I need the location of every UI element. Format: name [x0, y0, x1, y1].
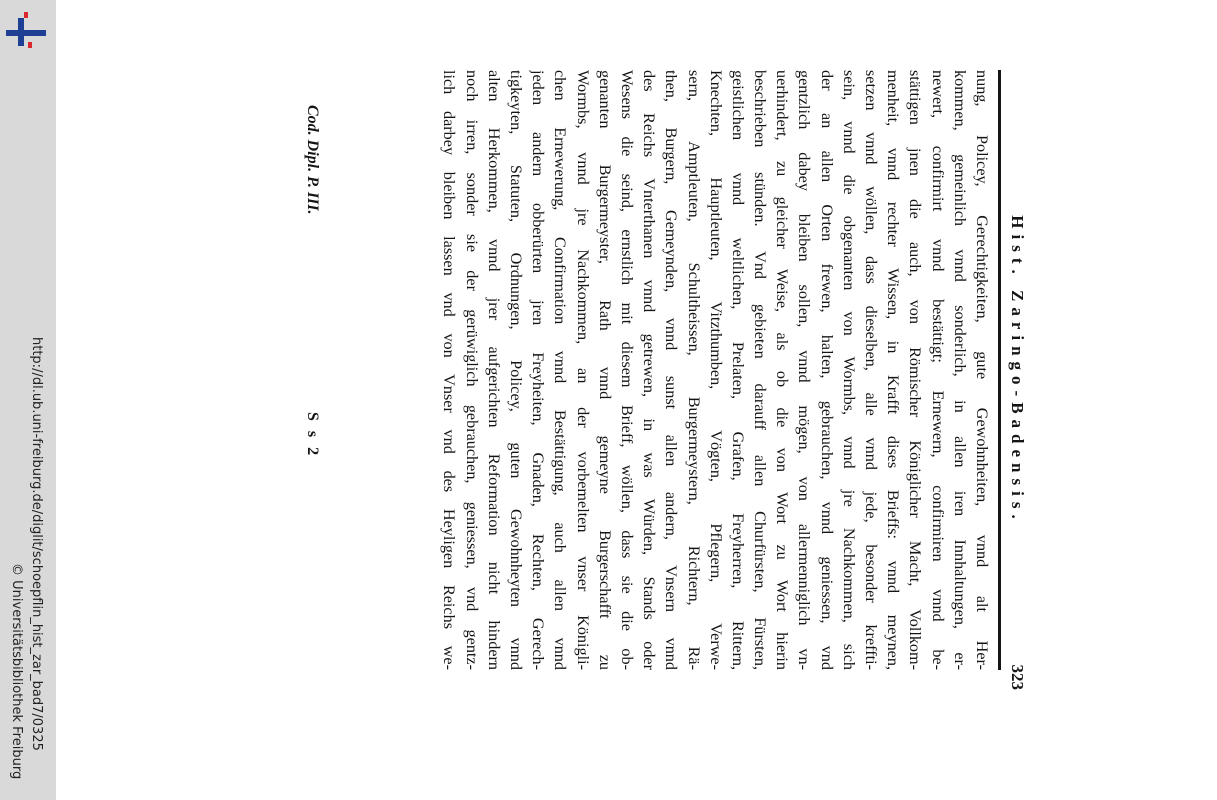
page-header: [997, 70, 1027, 690]
text-line: noch irren, sonder sie der gerüwiglich gebrauchen, geniessen, vnd gentz-: [462, 70, 481, 670]
text-line: stättigen jnen die auch, von Römischer Königlicher Macht, Vollkom-: [906, 70, 925, 670]
scanned-page: [295, 70, 1055, 690]
footer-signature: Cod. Dipl. P. III.: [304, 105, 321, 215]
text-line: des Reichs Vnterthanen vnnd getrewen, in was Würden, Stands oder: [640, 70, 659, 670]
logo-blue-stem: [18, 18, 24, 46]
header-rule: [998, 70, 1001, 670]
logo-red-bottom: [28, 42, 32, 48]
footer-signum: S s 2: [304, 412, 321, 459]
text-line: sern, Amptleuten, Schultheissen, Burgermeystern, Richtern, Rä-: [684, 70, 703, 670]
text-line: uerhindert, zu gleicher Weise, als ob die von Wort zu Wort hierin: [773, 70, 792, 670]
text-line: nung, Policey, Gerechtigkeiten, gute Gewohnheiten, vnnd alt Her-: [973, 70, 991, 670]
logo-blue-bar: [6, 30, 46, 36]
text-line: chen Ernewerung, Confirmation vnnd Bestättigung, auch allen vnnd: [551, 70, 570, 670]
body-text: [438, 70, 993, 670]
text-line: Knechten, Hauptleuten, Vitzthumben, Vögten, Pflegern, Verwe-: [706, 70, 725, 670]
text-line: kommen, gemeinlich vnnd sonderlich, in allen iren Innhaltungen, er-: [950, 70, 969, 670]
text-line: menheit, vnnd rechter Wissen, in Krafft dises Brieffs: vnnd meynen,: [884, 70, 903, 670]
text-line: beschrieben stünden. Vnd gebieten darauff allen Churfürsten, Fürsten,: [751, 70, 770, 670]
viewer-sidebar: [0, 0, 56, 800]
running-title: Hist. Zaringo-Badensis.: [1008, 215, 1027, 525]
text-line: newert, confirmirt vnnd bestättigt; Ernewern, confirmiren vnnd be-: [928, 70, 947, 670]
text-line: lich darbey bleiben lassen vnd von Vnser vnd des Heyligen Reichs we-: [440, 70, 459, 670]
text-line: Wesens die seind, ernstlich mit diesem Brieff, wöllen, dass sie die ob-: [618, 70, 636, 670]
text-line: gentzlich dabey bleiben sollen, vnnd mögen, von allermenniglich vn-: [795, 70, 814, 670]
library-logo-icon[interactable]: [4, 10, 48, 50]
text-line: Wormbs, vnnd jre Nachkommen, an der vorbemelten vnser Königli-: [573, 70, 592, 670]
text-line: setzen vnnd wöllen, dass dieselben, alle vnnd jede, besonder kreffti-: [862, 70, 881, 670]
text-line: jeden andern obberürten jren Freyheiten, Gnaden, Rechten, Gerech-: [529, 70, 548, 670]
text-line: then, Burgern, Gemeynden, vnnd sunst allen andern, Vnsern vnnd: [662, 70, 681, 670]
page-footer: [299, 70, 321, 670]
text-line: sein, vnnd die obgenanten von Wormbs, vnnd jre Nachkommen, sich: [839, 70, 858, 670]
text-line: tigkeyten, Statuten, Ordnungen, Policey, guten Gewohnheyten vnnd: [507, 70, 526, 670]
logo-red-top: [24, 12, 28, 18]
text-line: alten Herkommen, vnnd jrer aufgerichten Reformation nicht hindern: [484, 70, 503, 670]
text-line: genanten Burgermeyster, Rath vnnd gemeyne Burgerschafft zu: [595, 70, 614, 670]
text-line: der an allen Orten frewen, halten, gebrauchen, vnnd geniessen, vnd: [817, 70, 836, 670]
copyright-notice: © Universitätsbibliothek Freiburg: [9, 563, 24, 780]
page-number: 323: [1008, 664, 1027, 690]
text-line: geistlichen vnnd weltlichen, Prelaten, Grafen, Freyherren, Rittern,: [728, 70, 747, 670]
permalink-url[interactable]: http://dl.ub.uni-freiburg.de/diglit/schoepflin_hist_zar_bad7/0325: [29, 337, 44, 751]
